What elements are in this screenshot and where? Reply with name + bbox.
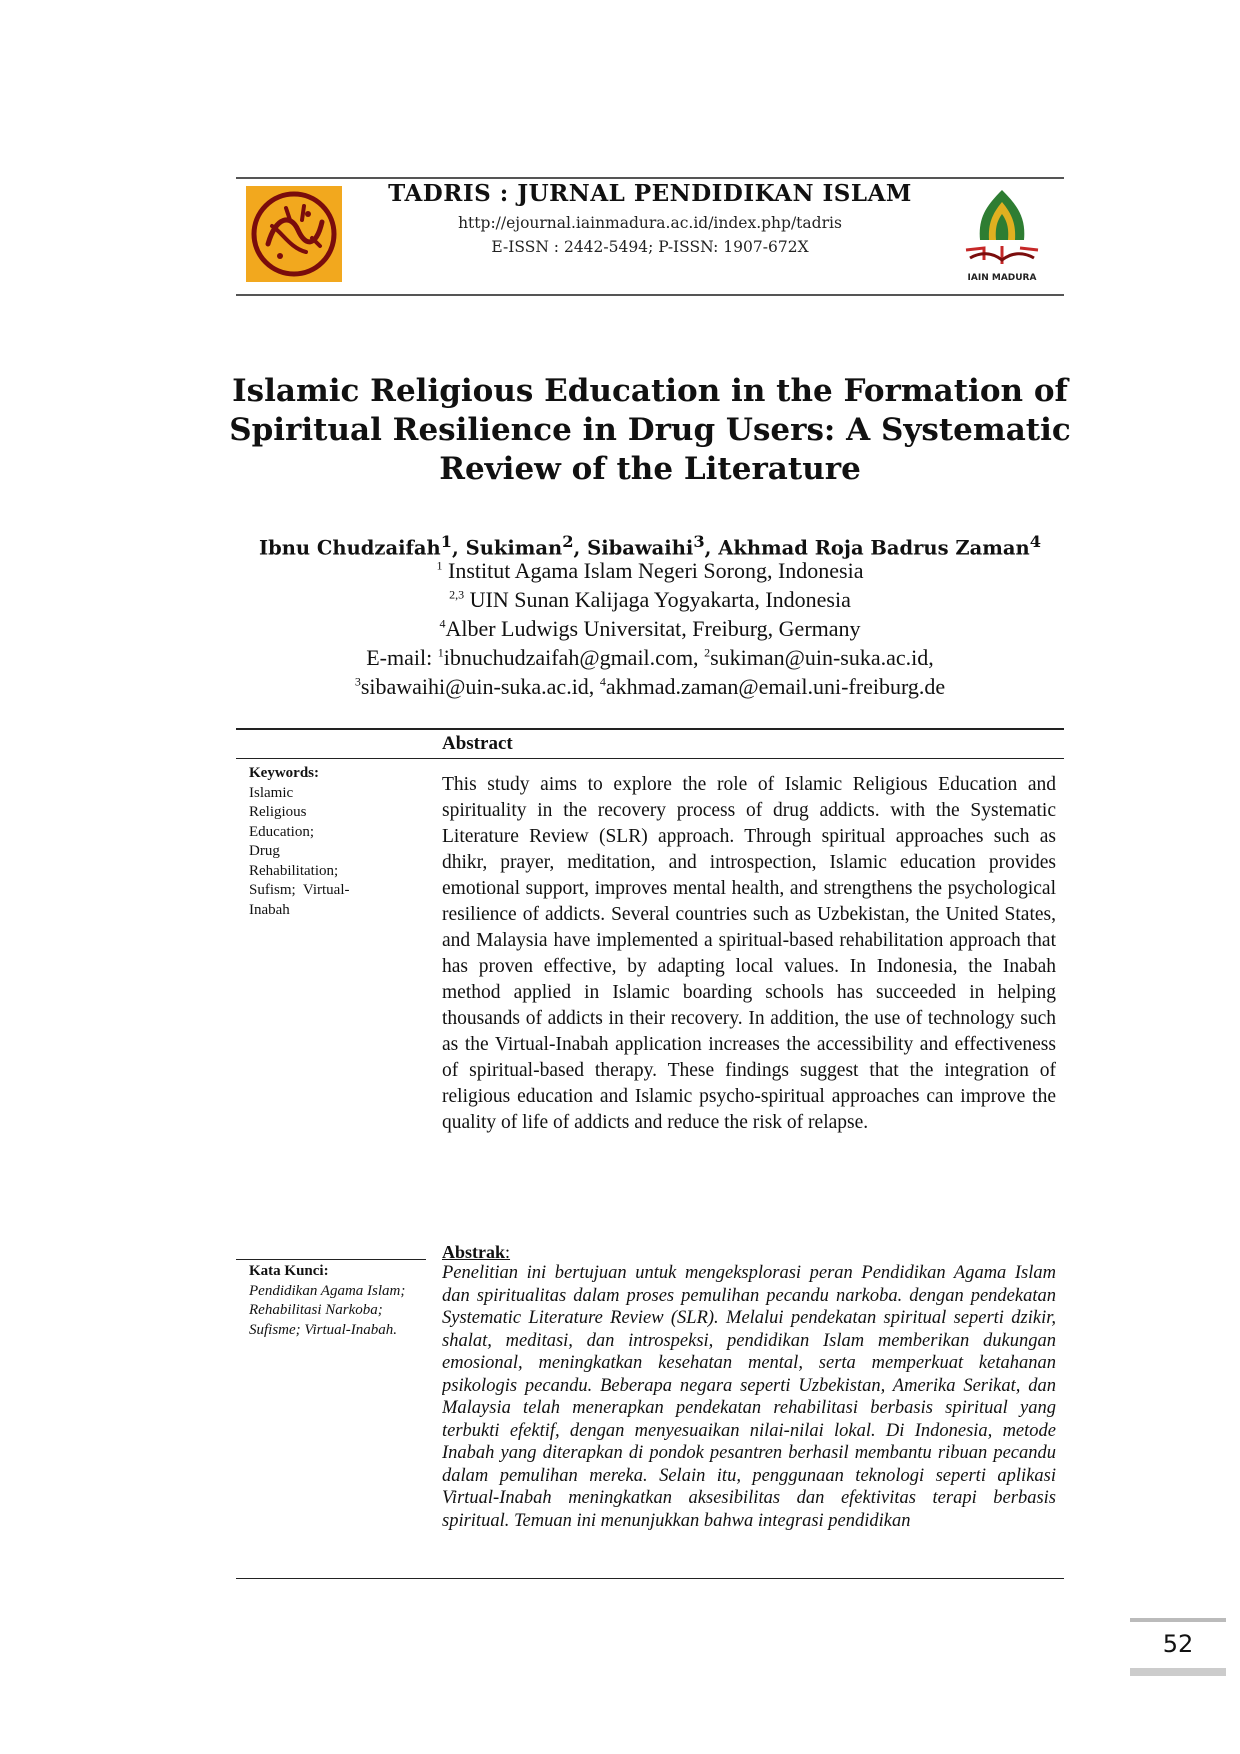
- page-number: 52: [1162, 1630, 1194, 1658]
- author-sup: 1: [440, 532, 453, 551]
- keyword-line: Sufism; Virtual-: [249, 882, 350, 898]
- keyword-line: Inabah: [249, 901, 290, 918]
- page-number-bottom-rule: [1130, 1668, 1226, 1676]
- email-line-2: $^3$sibawaihi@uin-suka.ac.id, $^4$akhmad.zaman@email.uni-freiburg.de: [354, 674, 946, 699]
- abstract-text: This study aims to explore the role of Islamic Religious Education and spirituality in the recovery process of drug addicts. with the Systematic Literature Review (SLR) approach. Through spiritual approaches such as dhikr, prayer, meditation, and introspection, Islamic education provides emotional support, improves mental health, and strengthens the psychological resilience of addicts. Several countries such as Uzbekistan, the United States, and Malaysia have implemented a spiritual-based rehabilitation approach that has proven effective, by adapting local values. In Indonesia, the Inabah method applied in Islamic boarding schools has succeeded in helping thousands of addicts in their recovery. In addition, the use of technology such as the Virtual-Inabah application increases the accessibility and effectiveness of spiritual-based therapy. These findings suggest that the integration of religious education and Islamic psycho-spiritual approaches can improve the quality of life of addicts and reduce the risk of relapse.: [442, 774, 1056, 1133]
- email-link[interactable]: sibawaihi@uin-suka.ac.id,: [360, 674, 600, 699]
- title-line-2: Spiritual Resilience in Drug Users: A Systematic: [229, 412, 1071, 448]
- keywords-block: [249, 764, 389, 920]
- keyword-line: Religious: [249, 804, 307, 820]
- header-bottom-rule: [236, 294, 1064, 296]
- author-name: Ibnu Chudzaifah: [258, 536, 441, 560]
- abstrak-text: Penelitian ini bertujuan untuk mengeksplorasi peran Pendidikan Agama Islam dan spiritualitas dalam proses pemulihan pecandu narkoba. dengan pendekatan Systematic Literature Review (SLR). Melalui pendekatan spiritual seperti dzikir, shalat, meditasi, dan introspeksi, pendidikan Islam memberikan dukungan emosional, meningkatkan kesehatan mental, serta memperkuat ketahanan psikologis pecandu. Beberapa negara seperti Uzbekistan, Amerika Serikat, dan Malaysia telah menerapkan pendekatan rehabilitasi berbasis spiritual yang terbukti efektif, dengan menyesuaikan nilai-nilai lokal. Di Indonesia, metode Inabah yang diterapkan di pondok pesantren berhasil membantu ribuan pecandu dalam pemulihan mereka. Selain itu, penggunaan teknologi seperti aplikasi Virtual-Inabah meningkatkan aksesibilitas dan efektivitas terapi berbasis spiritual. Temuan ini menunjukkan bahwa integrasi pendidikan: [442, 1263, 1056, 1531]
- affiliation-2: $^{2,3}$ UIN Sunan Kalijaga Yogyakarta, Indonesia: [449, 587, 851, 612]
- affiliation-3: $^4$Alber Ludwigs Universitat, Freiburg, Germany: [439, 616, 861, 641]
- author-name: Akhmad Roja Badrus Zaman: [718, 536, 1030, 560]
- institution-logo-text: IAIN MADURA: [967, 273, 1037, 283]
- kata-kunci-block: [249, 1262, 419, 1340]
- abstract-table-bottom-rule: [236, 1578, 1064, 1579]
- journal-url[interactable]: http://ejournal.iainmadura.ac.id/index.php/tadris: [458, 214, 842, 232]
- author-sup: 3: [693, 532, 705, 551]
- author-list: Ibnu Chudzaifah$^1$, Sukiman$^2$, Sibawaihi$^3$, Akhmad Roja Badrus Zaman$^4$: [258, 532, 1042, 560]
- tadris-calligraphy-logo-icon: [246, 186, 342, 282]
- author-sup: 2: [562, 532, 574, 551]
- email-line-1: E-mail: $^1$ibnuchudzaifah@gmail.com, $^2$sukiman@uin-suka.ac.id,: [366, 645, 934, 670]
- journal-title: TADRIS : JURNAL PENDIDIKAN ISLAM: [388, 180, 912, 207]
- title-line-3: Review of the Literature: [439, 451, 861, 487]
- abstrak-heading: Abstrak:: [442, 1242, 511, 1262]
- abstract-heading-rule: [236, 758, 1064, 759]
- keywords-label: Keywords:: [249, 765, 319, 781]
- kata-kunci-line: Sufisme; Virtual-Inabah.: [249, 1321, 398, 1338]
- page-number-top-rule: [1130, 1618, 1226, 1622]
- email-link[interactable]: akhmad.zaman@email.uni-freiburg.de: [605, 674, 946, 699]
- author-sup: 4: [1029, 532, 1042, 551]
- keyword-line: Islamic: [249, 784, 294, 801]
- abstract-heading: Abstract: [442, 733, 513, 754]
- email-link[interactable]: sukiman@uin-suka.ac.id,: [710, 645, 934, 670]
- keyword-line: Drug: [249, 843, 280, 859]
- email-label: E-mail:: [366, 645, 438, 670]
- keyword-line: Education;: [249, 823, 314, 840]
- kata-kunci-label: Kata Kunci:: [249, 1263, 329, 1279]
- kata-kunci-line: Rehabilitasi Narkoba;: [249, 1302, 383, 1318]
- author-name: Sukiman: [465, 536, 563, 560]
- email-link[interactable]: ibnuchudzaifah@gmail.com,: [443, 645, 705, 670]
- kata-kunci-line: Pendidikan Agama Islam;: [249, 1282, 406, 1299]
- iain-madura-logo-icon: [956, 188, 1048, 284]
- keyword-line: Rehabilitation;: [249, 862, 339, 879]
- affiliation-1: $^1$ Institut Agama Islam Negeri Sorong, Indonesia: [436, 558, 864, 583]
- title-line-1: Islamic Religious Education in the Formation of: [232, 373, 1068, 409]
- header-top-rule: [236, 177, 1064, 179]
- paper-title: [220, 372, 1080, 489]
- abstract-table-top-rule: [236, 728, 1064, 730]
- abstrak-rule: [236, 1259, 426, 1260]
- journal-issn: E-ISSN : 2442-5494; P-ISSN: 1907-672X: [491, 238, 809, 256]
- author-name: Sibawaihi: [587, 536, 694, 560]
